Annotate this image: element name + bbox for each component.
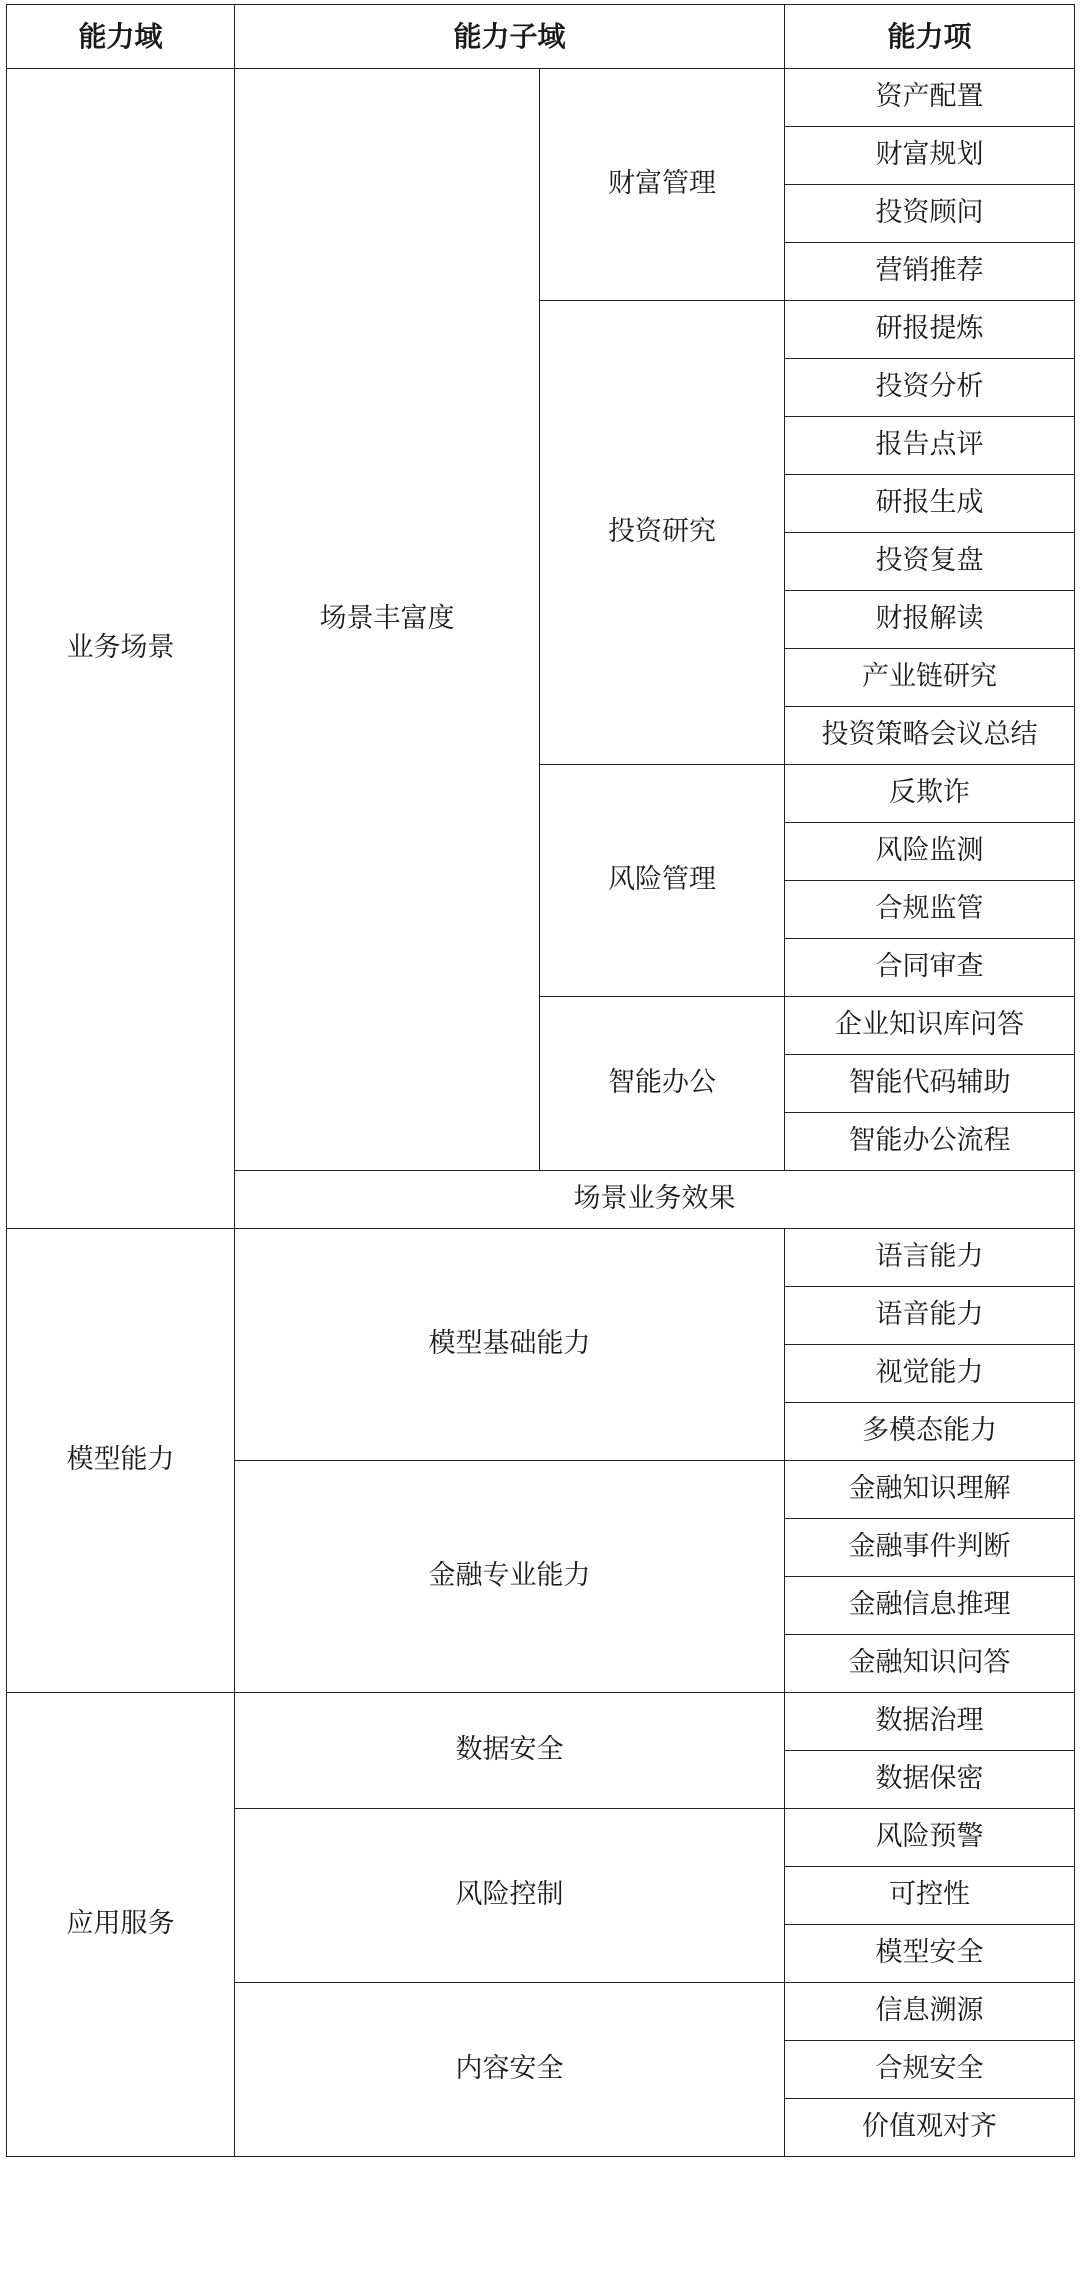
table-row xyxy=(7,1229,1075,1287)
item-cell: 合规监管 xyxy=(785,881,1075,939)
item-cell: 投资复盘 xyxy=(785,533,1075,591)
item-cell: 视觉能力 xyxy=(785,1345,1075,1403)
item-cell: 投资策略会议总结 xyxy=(785,707,1075,765)
item-cell: 风险预警 xyxy=(785,1809,1075,1867)
item-cell: 反欺诈 xyxy=(785,765,1075,823)
group-cell-research: 投资研究 xyxy=(540,301,785,765)
item-cell: 投资顾问 xyxy=(785,185,1075,243)
header-subdomain: 能力子域 xyxy=(235,5,785,69)
group-cell-risk: 风险管理 xyxy=(540,765,785,997)
item-cell: 数据治理 xyxy=(785,1693,1075,1751)
item-cell: 产业链研究 xyxy=(785,649,1075,707)
header-item: 能力项 xyxy=(785,5,1075,69)
item-cell: 风险监测 xyxy=(785,823,1075,881)
subdomain-cell-effect: 场景业务效果 xyxy=(235,1171,1075,1229)
item-cell: 模型安全 xyxy=(785,1925,1075,1983)
subdomain-cell-content-security: 内容安全 xyxy=(235,1983,785,2157)
item-cell: 报告点评 xyxy=(785,417,1075,475)
table-row xyxy=(7,69,1075,127)
subdomain-cell-data-security: 数据安全 xyxy=(235,1693,785,1809)
item-cell: 数据保密 xyxy=(785,1751,1075,1809)
item-cell: 研报生成 xyxy=(785,475,1075,533)
item-cell: 可控性 xyxy=(785,1867,1075,1925)
item-cell: 金融信息推理 xyxy=(785,1577,1075,1635)
domain-cell-business: 业务场景 xyxy=(7,69,235,1229)
item-cell: 投资分析 xyxy=(785,359,1075,417)
capability-table xyxy=(6,4,1075,2157)
domain-cell-service: 应用服务 xyxy=(7,1693,235,2157)
item-cell: 企业知识库问答 xyxy=(785,997,1075,1055)
item-cell: 智能代码辅助 xyxy=(785,1055,1075,1113)
item-cell: 智能办公流程 xyxy=(785,1113,1075,1171)
subdomain-cell-scenario-richness: 场景丰富度 xyxy=(235,69,540,1171)
item-cell: 财富规划 xyxy=(785,127,1075,185)
table-row xyxy=(7,1693,1075,1751)
domain-cell-model: 模型能力 xyxy=(7,1229,235,1693)
header-domain: 能力域 xyxy=(7,5,235,69)
item-cell: 研报提炼 xyxy=(785,301,1075,359)
group-cell-office: 智能办公 xyxy=(540,997,785,1171)
group-cell-wealth: 财富管理 xyxy=(540,69,785,301)
subdomain-cell-model-base: 模型基础能力 xyxy=(235,1229,785,1461)
item-cell: 合同审查 xyxy=(785,939,1075,997)
item-cell: 信息溯源 xyxy=(785,1983,1075,2041)
subdomain-cell-finance-pro: 金融专业能力 xyxy=(235,1461,785,1693)
item-cell: 金融知识问答 xyxy=(785,1635,1075,1693)
item-cell: 金融事件判断 xyxy=(785,1519,1075,1577)
item-cell: 财报解读 xyxy=(785,591,1075,649)
item-cell: 资产配置 xyxy=(785,69,1075,127)
item-cell: 合规安全 xyxy=(785,2041,1075,2099)
item-cell: 价值观对齐 xyxy=(785,2099,1075,2157)
item-cell: 金融知识理解 xyxy=(785,1461,1075,1519)
item-cell: 多模态能力 xyxy=(785,1403,1075,1461)
subdomain-cell-risk-control: 风险控制 xyxy=(235,1809,785,1983)
item-cell: 语言能力 xyxy=(785,1229,1075,1287)
item-cell: 营销推荐 xyxy=(785,243,1075,301)
header-row xyxy=(7,5,1075,69)
item-cell: 语音能力 xyxy=(785,1287,1075,1345)
